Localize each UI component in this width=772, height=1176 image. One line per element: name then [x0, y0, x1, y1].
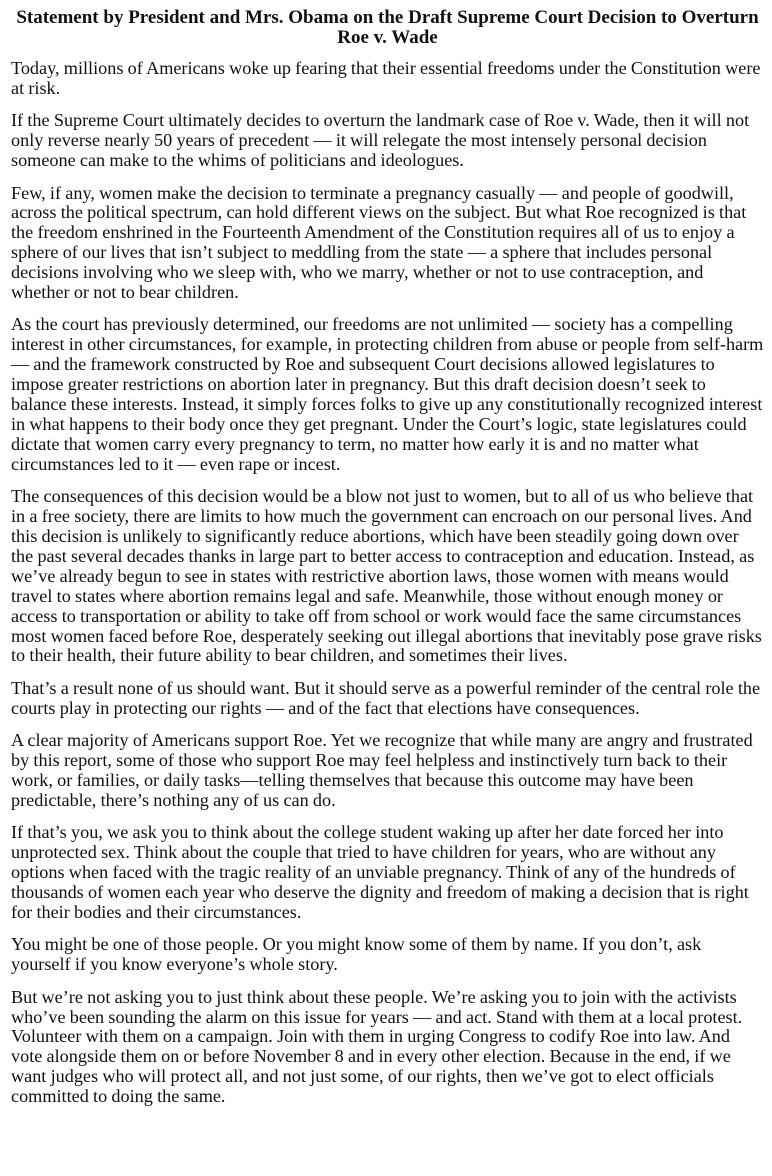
paragraph-10: But we’re not asking you to just think about these people. We’re asking you to join with the activists who’ve been sounding the alarm on this issue for years — and act. Stand with them at a local protest. Volunteer with them on a campaign. Join with them in urging Congress to codify Roe into law. And vote alongside them on or before November 8 and in every other election. Because in the end, if we want judges who will protect all, and not just some, of our rights, then we’ve got to elect officials committed to doing the same.	[11, 986, 743, 1107]
document-title: Statement by President and Mrs. Obama on the Draft Supreme Court Decision to Overturn Roe v. Wade	[16, 7, 759, 48]
paragraph-6: That’s a result none of us should want. But it should serve as a powerful reminder of the central role the courts play in protecting our rights — and of the fact that elections have consequences.	[11, 677, 761, 718]
paragraph-8: If that’s you, we ask you to think about the college student waking up after her date forced her into unprotected sex. Think about the couple that tried to have children for years, who are without any options when faced with the tragic reality of an unviable pregnancy. Think of any of the hundreds of thousands of women each year who deserve the dignity and freedom of making a decision that is right for their bodies and their circumstances.	[11, 822, 749, 922]
paragraph-5: The consequences of this decision would be a blow not just to women, but to all of us who believe that in a free society, there are limits to how much the government can encroach on our personal lives. And this decision is unlikely to significantly reduce abortions, which have been steadily going down over the past several decades thanks in large part to better access to contraception and education. Instead, as we’ve already begun to see in states with restrictive abortion laws, those women with means would travel to states where abortion remains legal and safe. Meanwhile, those without enough money or access to transportation or ability to take off from school or work would face the same circumstances most women faced before Roe, desperately seeking out illegal abortions that inevitably pose grave risks to their health, their future ability to bear children, and sometimes their lives.	[11, 486, 762, 666]
paragraph-7: A clear majority of Americans support Roe. Yet we recognize that while many are angry and frustrated by this report, some of those who support Roe may feel helpless and instinctively turn back to their work, or families, or daily tasks—telling themselves that because this outcome may have been predictable, there’s nothing any of us can do.	[11, 730, 753, 810]
paragraph-9: You might be one of those people. Or you might know some of them by name. If you don’t, ask yourself if you know everyone’s whole story.	[11, 934, 702, 975]
paragraph-4: As the court has previously determined, our freedoms are not unlimited — society has a compelling interest in other circumstances, for example, in protecting children from abuse or people from self-harm — and the framework constructed by Roe and subsequent Court decisions allowed legislatures to impose greater restrictions on abortion later in pregnancy. But this draft decision doesn’t seek to balance these interests. Instead, it simply forces folks to give up any constitutionally recognized interest in what happens to their body once they get pregnant. Under the Court’s logic, state legislatures could dictate that women carry every pregnancy to term, no matter how early it is and no matter what circumstances led to it — even rape or incest.	[11, 314, 764, 474]
paragraph-1: Today, millions of Americans woke up fearing that their essential freedoms under the Constitution were at risk.	[11, 58, 761, 98]
paragraph-3: Few, if any, women make the decision to terminate a pregnancy casually — and people of goodwill, across the political spectrum, can hold different views on the subject. But what Roe recognized is that the freedom enshrined in the Fourteenth Amendment of the Constitution requires all of us to enjoy a sphere of our lives that isn’t subject to meddling from the state — a sphere that includes personal decisions involving who we sleep with, who we marry, whether or not to use contraception, and whether or not to bear children.	[11, 182, 747, 303]
paragraph-2: If the Supreme Court ultimately decides to overturn the landmark case of Roe v. Wade, then it will not only reverse nearly 50 years of precedent — it will relegate the most intensely personal decision someone can make to the whims of politicians and ideologues.	[11, 110, 750, 171]
